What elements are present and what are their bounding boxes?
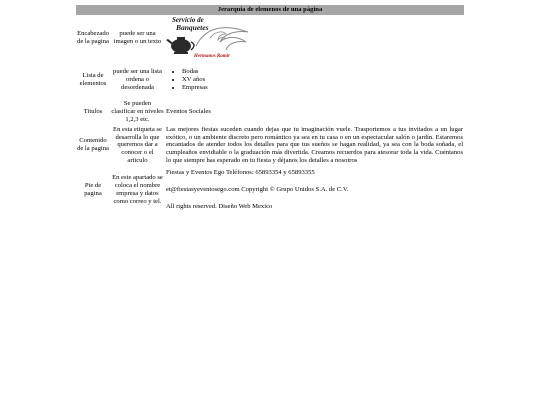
content-paragraph: Las mejores fiestas suceden cuando dejas que tu imaginación vuele. Trasportemos a tus invitados a un lugar exótico, o un ambiente discreto pero romántico ya sea en tu casa o en un espectacular salón o jardín. Estaremos encantados de atender todos los detalles para que tus sueños se hagan realidad, ya sea con la boda soñada, el cumpleaños envidiable o la graduación más divertida. Creamos recuerdos para atesorar toda la vida. Cuéntanos lo que siempre has esperado en tu fiesta y déjanos los detalles a nosotros: [166, 125, 464, 165]
list-item: • XV años: [182, 76, 463, 84]
footer-contact: Fiestas y Eventos Ego Teléfonos: 65893354 y 65893355: [166, 169, 315, 177]
list-item: • Empresas: [182, 84, 463, 92]
logo-line1: Servicio de: [172, 15, 204, 24]
table-row: [76, 61, 464, 99]
table-title: Jerarquia de elemenos de una página: [76, 5, 464, 15]
banquet-logo: [166, 16, 256, 60]
row-label: Titulos: [83, 107, 103, 115]
table-row: [76, 166, 464, 214]
table-row: [76, 99, 464, 125]
row-label: Encabezado de la pagina: [77, 30, 109, 45]
list-item: • Bodas: [182, 68, 463, 76]
logo-line2: Banquetes: [176, 22, 209, 32]
row-label: Contenido de la pagina: [77, 137, 109, 153]
row-description: Se pueden clasificar en niveles 1,2,3 etc.: [111, 99, 164, 123]
section-title: Eventos Sociales: [166, 107, 211, 115]
logo-line3: Hermanos Ramir: [194, 53, 230, 59]
row-description: En esta etiqueta se desarrolla lo que queremos dar a conocer o el articulo: [113, 125, 162, 165]
teapot-icon: [166, 37, 194, 54]
header-logo-cell: [165, 15, 464, 61]
row-label: Pie de pagina: [84, 182, 102, 198]
footer-cell: [165, 166, 464, 214]
row-description: En este apartado se coloca el nombre empresa y datos como correo y tel.: [112, 174, 163, 206]
events-list: [166, 68, 463, 92]
table-row: [76, 15, 464, 61]
row-label: Lista de elementos: [79, 72, 107, 87]
table-row: [76, 125, 464, 167]
footer-copyright: et@fiestasyeventosego.com Copyright © Grupo Unidos S.A. de C.V.: [166, 186, 349, 194]
list-cell: [165, 61, 464, 99]
row-description: puede ser una imagen o un texto: [113, 30, 162, 45]
logo-swirl-2: [210, 32, 226, 40]
hierarchy-table: [76, 5, 464, 214]
footer-rights: All rights reserved. Diseño Web Mexico: [166, 203, 273, 211]
row-description: puede ser una lista ordena o desordenada: [113, 68, 162, 91]
